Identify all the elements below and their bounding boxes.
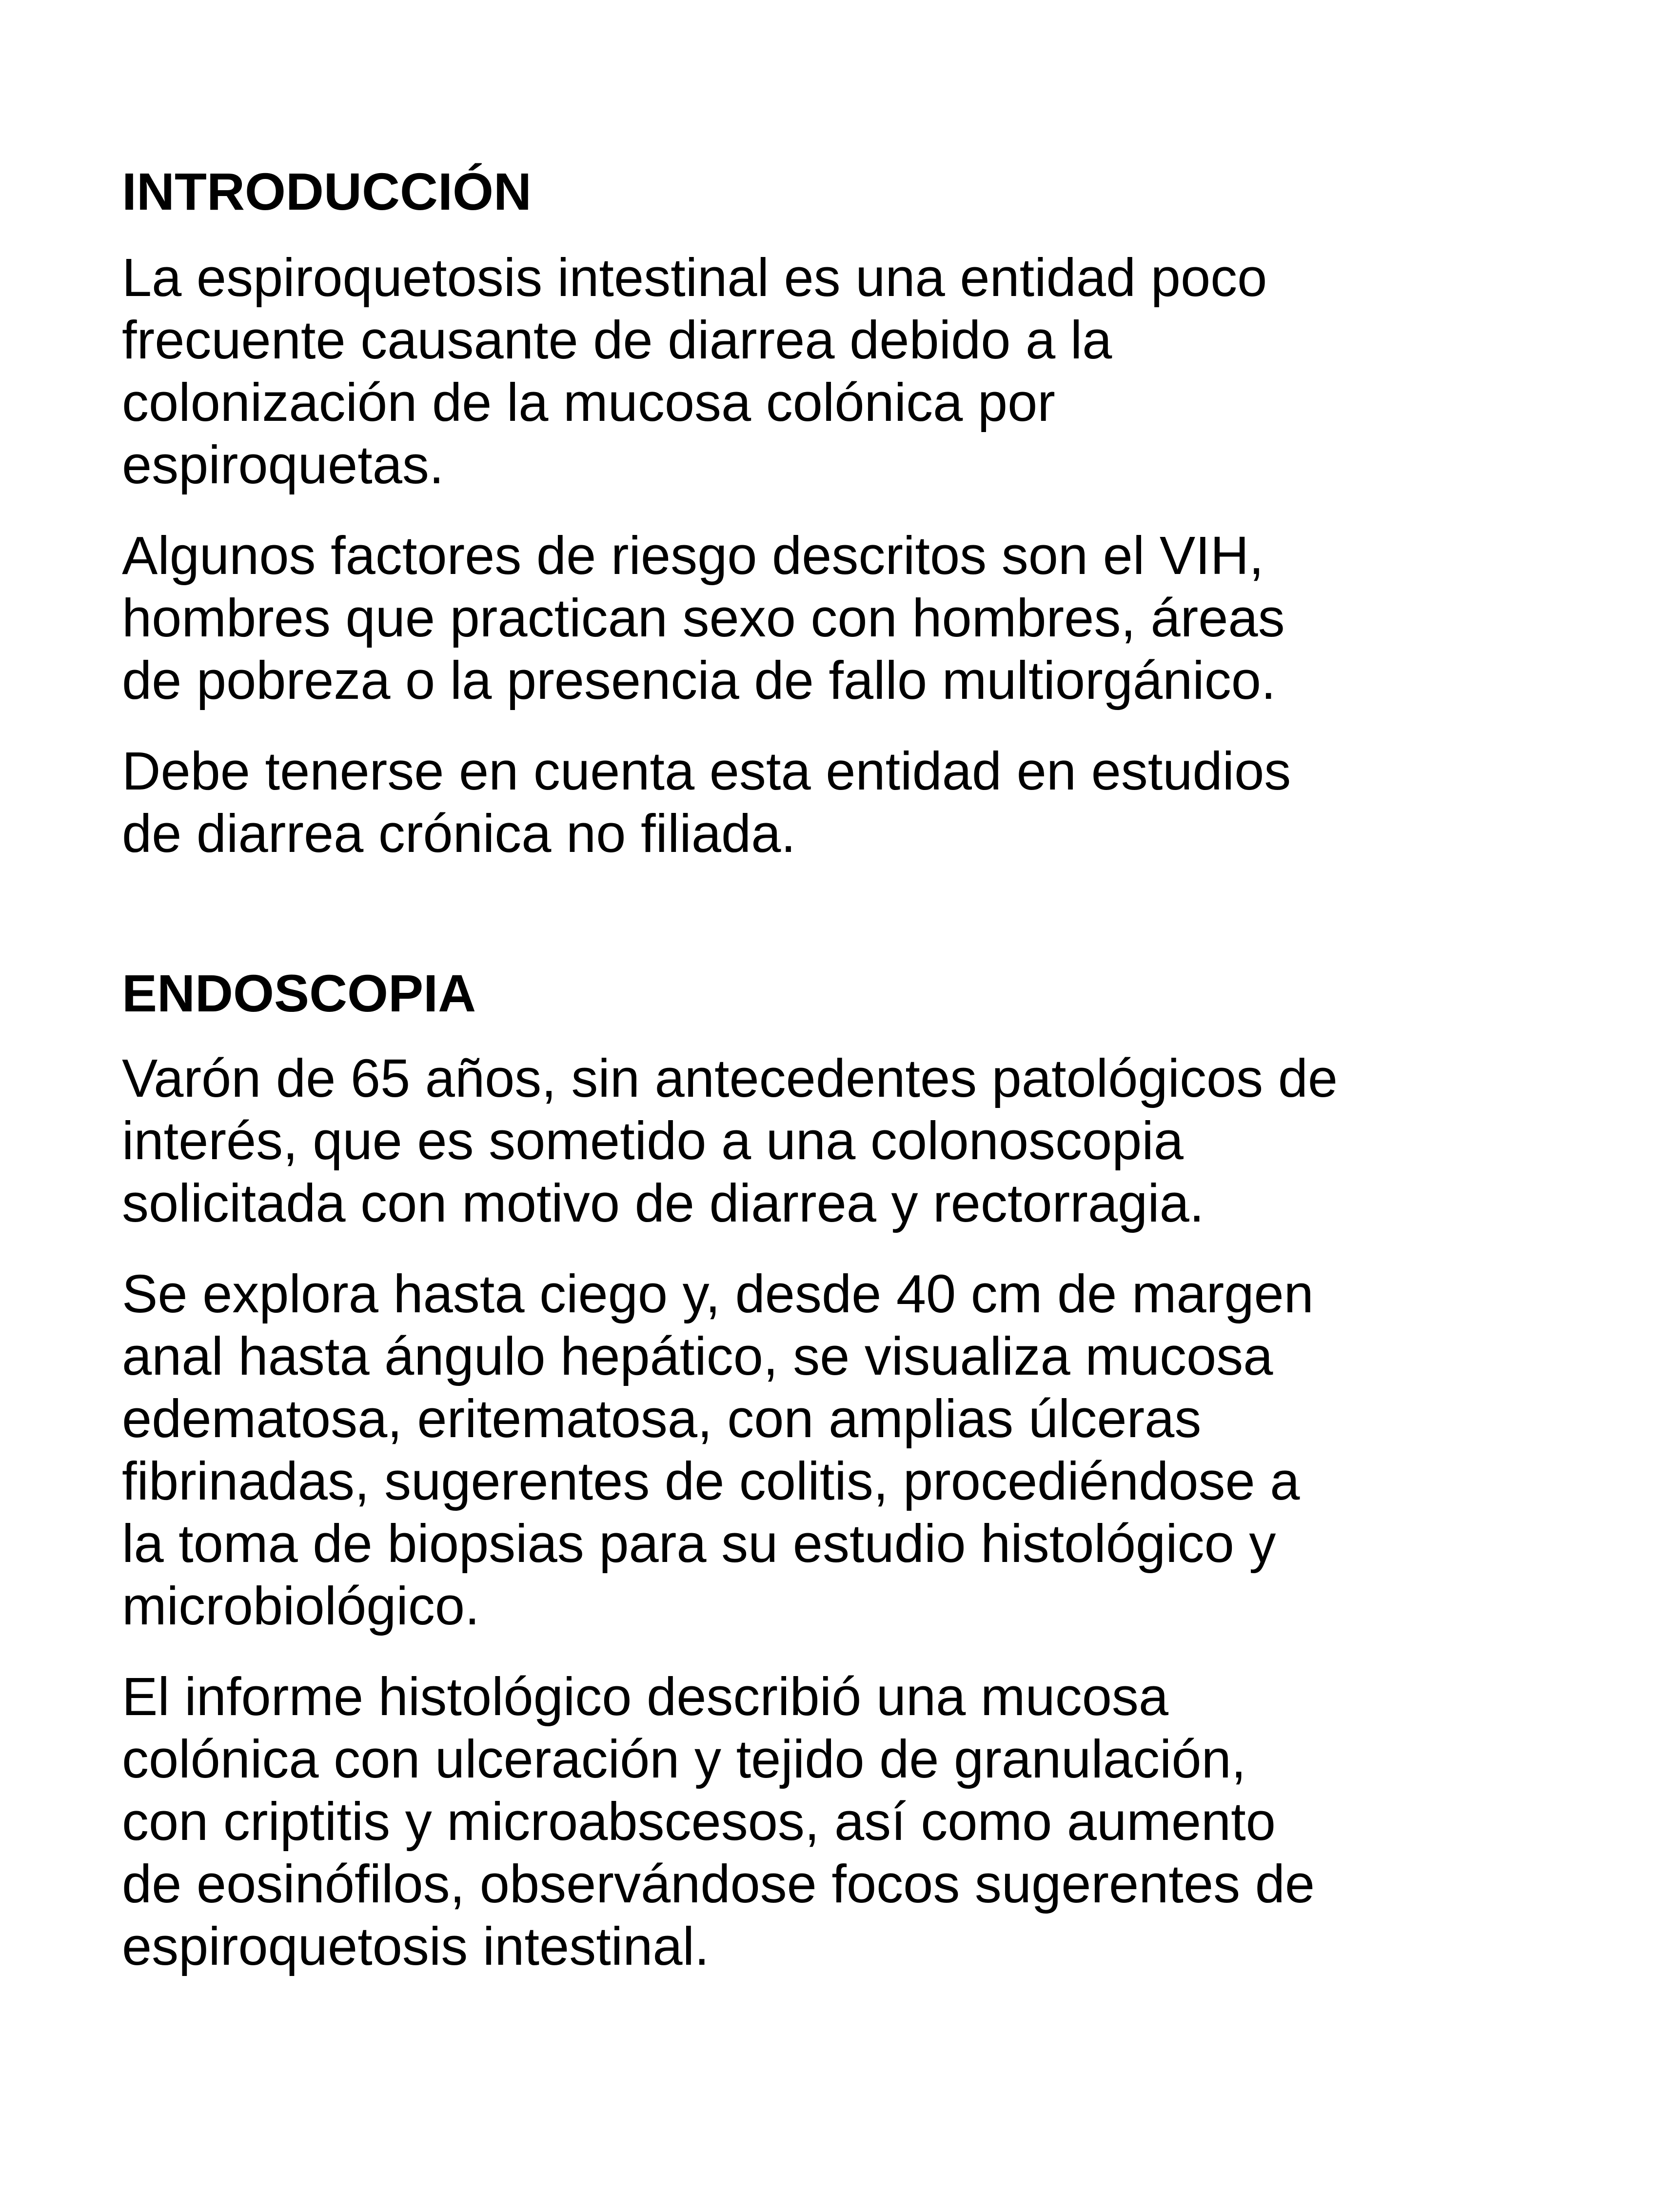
paragraph: Varón de 65 años, sin antecedentes patológicos de interés, que es sometido a una colonoscopia solicitada con motivo de diarrea y rectorragia. [122,1048,1338,1233]
section-endoscopia [122,957,1526,1978]
paragraph: Se explora hasta ciego y, desde 40 cm de margen anal hasta ángulo hepático, se visualiza mucosa edematosa, eritematosa, con amplias úlceras fibrinadas, sugerentes de colitis, procediéndose a la toma de biopsias para su estudio histológico y microbiológico. [122,1264,1314,1636]
section-heading: ENDOSCOPIA [122,964,476,1023]
section-introduccion [122,155,1526,865]
paragraph: Debe tenerse en cuenta esta entidad en estudios de diarrea crónica no filiada. [122,741,1291,864]
section-heading: INTRODUCCIÓN [122,162,532,221]
paragraph: Algunos factores de riesgo descritos son el VIH, hombres que practican sexo con hombres, áreas de pobreza o la presencia de fallo multiorgánico. [122,526,1285,711]
paragraph: La espiroquetosis intestinal es una entidad poco frecuente causante de diarrea debido a la colonización de la mucosa colónica por espiroquetas. [122,248,1267,495]
paragraph: El informe histológico describió una mucosa colónica con ulceración y tejido de granulación, con criptitis y microabscesos, así como aumento de eosinófilos, observándose focos sugerentes de espiroquetosis intestinal. [122,1667,1315,1976]
